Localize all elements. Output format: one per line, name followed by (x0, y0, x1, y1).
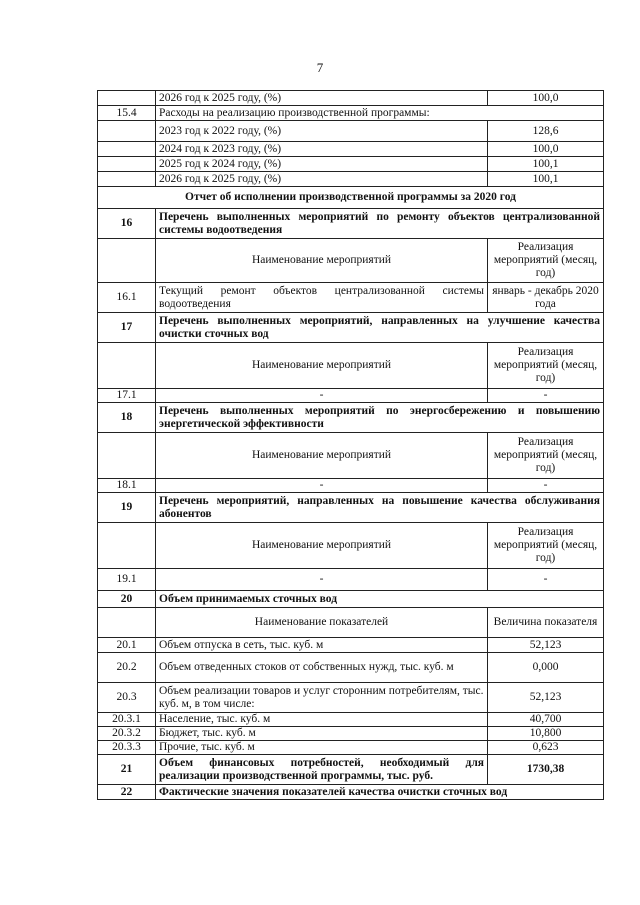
table-row (98, 741, 604, 755)
table-row (98, 727, 604, 741)
table-row (98, 683, 604, 713)
section-16-header (98, 209, 604, 239)
column-header-name: Наименование мероприятий (156, 239, 488, 283)
table-row (98, 569, 604, 591)
row-label: 2026 год к 2025 году, (%) (156, 91, 488, 106)
column-header-value: Величина показателя (488, 608, 604, 638)
row-number (98, 157, 156, 172)
empty-cell (98, 433, 156, 479)
column-header-value: Реализация мероприятий (месяц, год) (488, 523, 604, 569)
section-19-header (98, 493, 604, 523)
row-value: 0,623 (488, 741, 604, 755)
column-header-name: Наименование мероприятий (156, 433, 488, 479)
section-title: Объем принимаемых сточных вод (156, 591, 604, 608)
column-header-row (98, 343, 604, 389)
row-number: 20.3.3 (98, 741, 156, 755)
row-value: - (488, 389, 604, 403)
report-title-row (98, 187, 604, 209)
section-title: Перечень выполненных мероприятий, направленных на улучшение качества очистки сточных вод (156, 313, 604, 343)
row-number (98, 91, 156, 106)
table-row (98, 713, 604, 727)
row-number: 20.2 (98, 653, 156, 683)
row-number: 18.1 (98, 479, 156, 493)
row-value: 10,800 (488, 727, 604, 741)
section-17-header (98, 313, 604, 343)
column-header-name: Наименование мероприятий (156, 343, 488, 389)
row-number: 20.3 (98, 683, 156, 713)
row-value: январь - декабрь 2020 года (488, 283, 604, 313)
table-row (98, 121, 604, 142)
section-number: 19 (98, 493, 156, 523)
row-label: Расходы на реализацию производственной программы: (156, 106, 604, 121)
row-label: Прочие, тыс. куб. м (156, 741, 488, 755)
column-header-name: Наименование показателей (156, 608, 488, 638)
column-header-value: Реализация мероприятий (месяц, год) (488, 433, 604, 479)
row-number (98, 142, 156, 157)
table-row (98, 157, 604, 172)
column-header-value: Реализация мероприятий (месяц, год) (488, 239, 604, 283)
section-title: Перечень выполненных мероприятий по энергосбережению и повышению энергетической эффективности (156, 403, 604, 433)
row-label: 2023 год к 2022 году, (%) (156, 121, 488, 142)
empty-cell (98, 523, 156, 569)
page-number: 7 (316, 60, 324, 75)
section-number: 18 (98, 403, 156, 433)
column-header-row (98, 608, 604, 638)
row-value: 100,1 (488, 157, 604, 172)
row-number: 17.1 (98, 389, 156, 403)
row-number: 15.4 (98, 106, 156, 121)
section-21-row (98, 755, 604, 785)
program-table (97, 90, 604, 800)
row-value: 100,0 (488, 142, 604, 157)
row-value: 128,6 (488, 121, 604, 142)
section-18-header (98, 403, 604, 433)
row-number: 16.1 (98, 283, 156, 313)
table-row (98, 389, 604, 403)
row-label: - (156, 569, 488, 591)
row-value: - (488, 479, 604, 493)
row-number: 20.3.2 (98, 727, 156, 741)
section-number: 16 (98, 209, 156, 239)
row-value: 100,1 (488, 172, 604, 187)
column-header-value: Реализация мероприятий (месяц, год) (488, 343, 604, 389)
table-row (98, 283, 604, 313)
row-value: 40,700 (488, 713, 604, 727)
column-header-row (98, 523, 604, 569)
empty-cell (98, 343, 156, 389)
section-number: 21 (98, 755, 156, 785)
row-value: 100,0 (488, 91, 604, 106)
section-22-header (98, 785, 604, 800)
section-title: Объем финансовых потребностей, необходимый для реализации производственной программы, тыс. руб. (156, 755, 488, 785)
row-label: 2024 год к 2023 году, (%) (156, 142, 488, 157)
row-label: Объем отведенных стоков от собственных нужд, тыс. куб. м (156, 653, 488, 683)
row-label: 2025 год к 2024 году, (%) (156, 157, 488, 172)
section-number: 20 (98, 591, 156, 608)
section-title: Перечень выполненных мероприятий по ремонту объектов централизованной системы водоотведения (156, 209, 604, 239)
row-number: 20.1 (98, 638, 156, 653)
column-header-row (98, 239, 604, 283)
column-header-name: Наименование мероприятий (156, 523, 488, 569)
table-row (98, 653, 604, 683)
row-label: Население, тыс. куб. м (156, 713, 488, 727)
row-label: Текущий ремонт объектов централизованной системы водоотведения (156, 283, 488, 313)
table-row (98, 106, 604, 121)
section-number: 22 (98, 785, 156, 800)
row-label: Бюджет, тыс. куб. м (156, 727, 488, 741)
table-row (98, 142, 604, 157)
table-row (98, 479, 604, 493)
row-label: 2026 год к 2025 году, (%) (156, 172, 488, 187)
row-value: - (488, 569, 604, 591)
section-title: Перечень мероприятий, направленных на повышение качества обслуживания абонентов (156, 493, 604, 523)
table-row (98, 91, 604, 106)
row-number (98, 121, 156, 142)
empty-cell (98, 239, 156, 283)
report-title: Отчет об исполнении производственной программы за 2020 год (98, 187, 604, 209)
row-value: 0,000 (488, 653, 604, 683)
section-number: 17 (98, 313, 156, 343)
section-title: Фактические значения показателей качества очистки сточных вод (156, 785, 604, 800)
row-number: 19.1 (98, 569, 156, 591)
table-row (98, 172, 604, 187)
row-label: Объем отпуска в сеть, тыс. куб. м (156, 638, 488, 653)
row-label: - (156, 389, 488, 403)
section-20-header (98, 591, 604, 608)
row-value: 52,123 (488, 683, 604, 713)
row-number (98, 172, 156, 187)
row-label: - (156, 479, 488, 493)
row-value: 1730,38 (488, 755, 604, 785)
row-value: 52,123 (488, 638, 604, 653)
empty-cell (98, 608, 156, 638)
row-label: Объем реализации товаров и услуг сторонним потребителям, тыс. куб. м, в том числе: (156, 683, 488, 713)
row-number: 20.3.1 (98, 713, 156, 727)
column-header-row (98, 433, 604, 479)
table-row (98, 638, 604, 653)
